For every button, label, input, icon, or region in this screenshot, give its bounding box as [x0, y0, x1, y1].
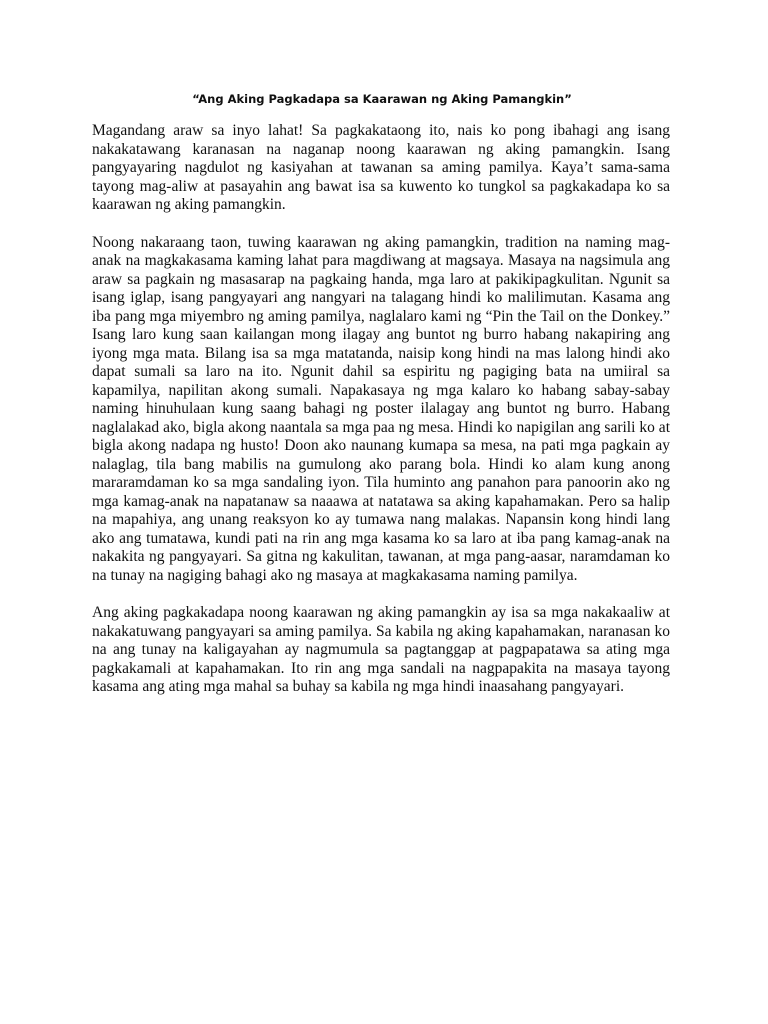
- document-title: “Ang Aking Pagkadapa sa Kaarawan ng Aking Pamangkin”: [192, 92, 572, 106]
- paragraph-conclusion: Ang aking pagkakadapa noong kaarawan ng aking pamangkin ay isa sa mga nakakaaliw at nakakatuwang pangyayari sa aming pamilya. Sa kabila ng aking kapahamakan, naranasan ko na ang tunay na kaligayahan ay nagmumula sa pagtanggap at pagpapatawa sa ating mga pagkakamali at kapahamakan. Ito rin ang mga sandali na nagpapakita na masaya tayong kasama ang ating mga mahal sa buhay sa kabila ng mga hindi inaasahang pangyayari.: [92, 604, 670, 695]
- document-body: [92, 122, 670, 716]
- paragraph-intro: Magandang araw sa inyo lahat! Sa pagkakataong ito, nais ko pong ibahagi ang isang nakakatawang karanasan na naganap noong kaarawan ng aking pamangkin. Isang pangyayaring nagdulot ng kasiyahan at tawanan sa aming pamilya. Kaya’t sama-sama tayong mag-aliw at pasayahin ang bawat isa sa kuwento ko tungkol sa pagkakadapa ko sa kaarawan ng aking pamangkin.: [92, 122, 670, 213]
- paragraph-story: Noong nakaraang taon, tuwing kaarawan ng aking pamangkin, tradition na naming mag-anak na magkakasama kaming lahat para magdiwang at magsaya. Masaya na nagsimula ang araw sa pagkain ng masasarap na pagkaing handa, mga laro at pakikipagkulitan. Ngunit sa isang iglap, isang pangyayari ang nangyari na talagang hindi ko malilimutan. Kasama ang iba pang mga miyembro ng aming pamilya, naglalaro kami ng “Pin the Tail on the Donkey.” Isang laro kung saan kailangan mong ilagay ang buntot ng burro habang nakapiring ang iyong mga mata. Bilang isa sa mga matatanda, naisip kong hindi na mas lalong hindi ako dapat sumali sa laro na ito. Ngunit dahil sa espiritu ng pagiging bata na umiiral sa kapamilya, napilitan akong sumali. Napakasaya ng mga kalaro ko habang sabay-sabay naming hinuhulaan kung saang bahagi ng poster ilalagay ang buntot ng burro. Habang naglalakad ako, bigla akong naantala sa mga paa ng mesa. Hindi ko napigilan ang sarili ko at bigla akong nadapa ng husto! Doon ako naunang kumapa sa mesa, na pati mga pagkain ay nalaglag, tila bang mabilis na gumulong ako parang bola. Hindi ko alam kung anong mararamdaman ko sa mga sandaling iyon. Tila huminto ang panahon para panoorin ako ng mga kamag-anak na napatanaw sa naaawa at natatawa sa aking kapahamakan. Pero sa halip na mapahiya, ang unang reaksyon ko ay tumawa nang malakas. Napansin kong hindi lang ako ang tumatawa, kundi pati na rin ang mga kasama ko sa laro at iba pang kamag-anak na nakakita ng pangyayari. Sa gitna ng kakulitan, tawanan, at mga pang-aasar, naramdaman ko na tunay na nagiging bahagi ako ng masaya at magkakasama naming pamilya.: [92, 233, 670, 584]
